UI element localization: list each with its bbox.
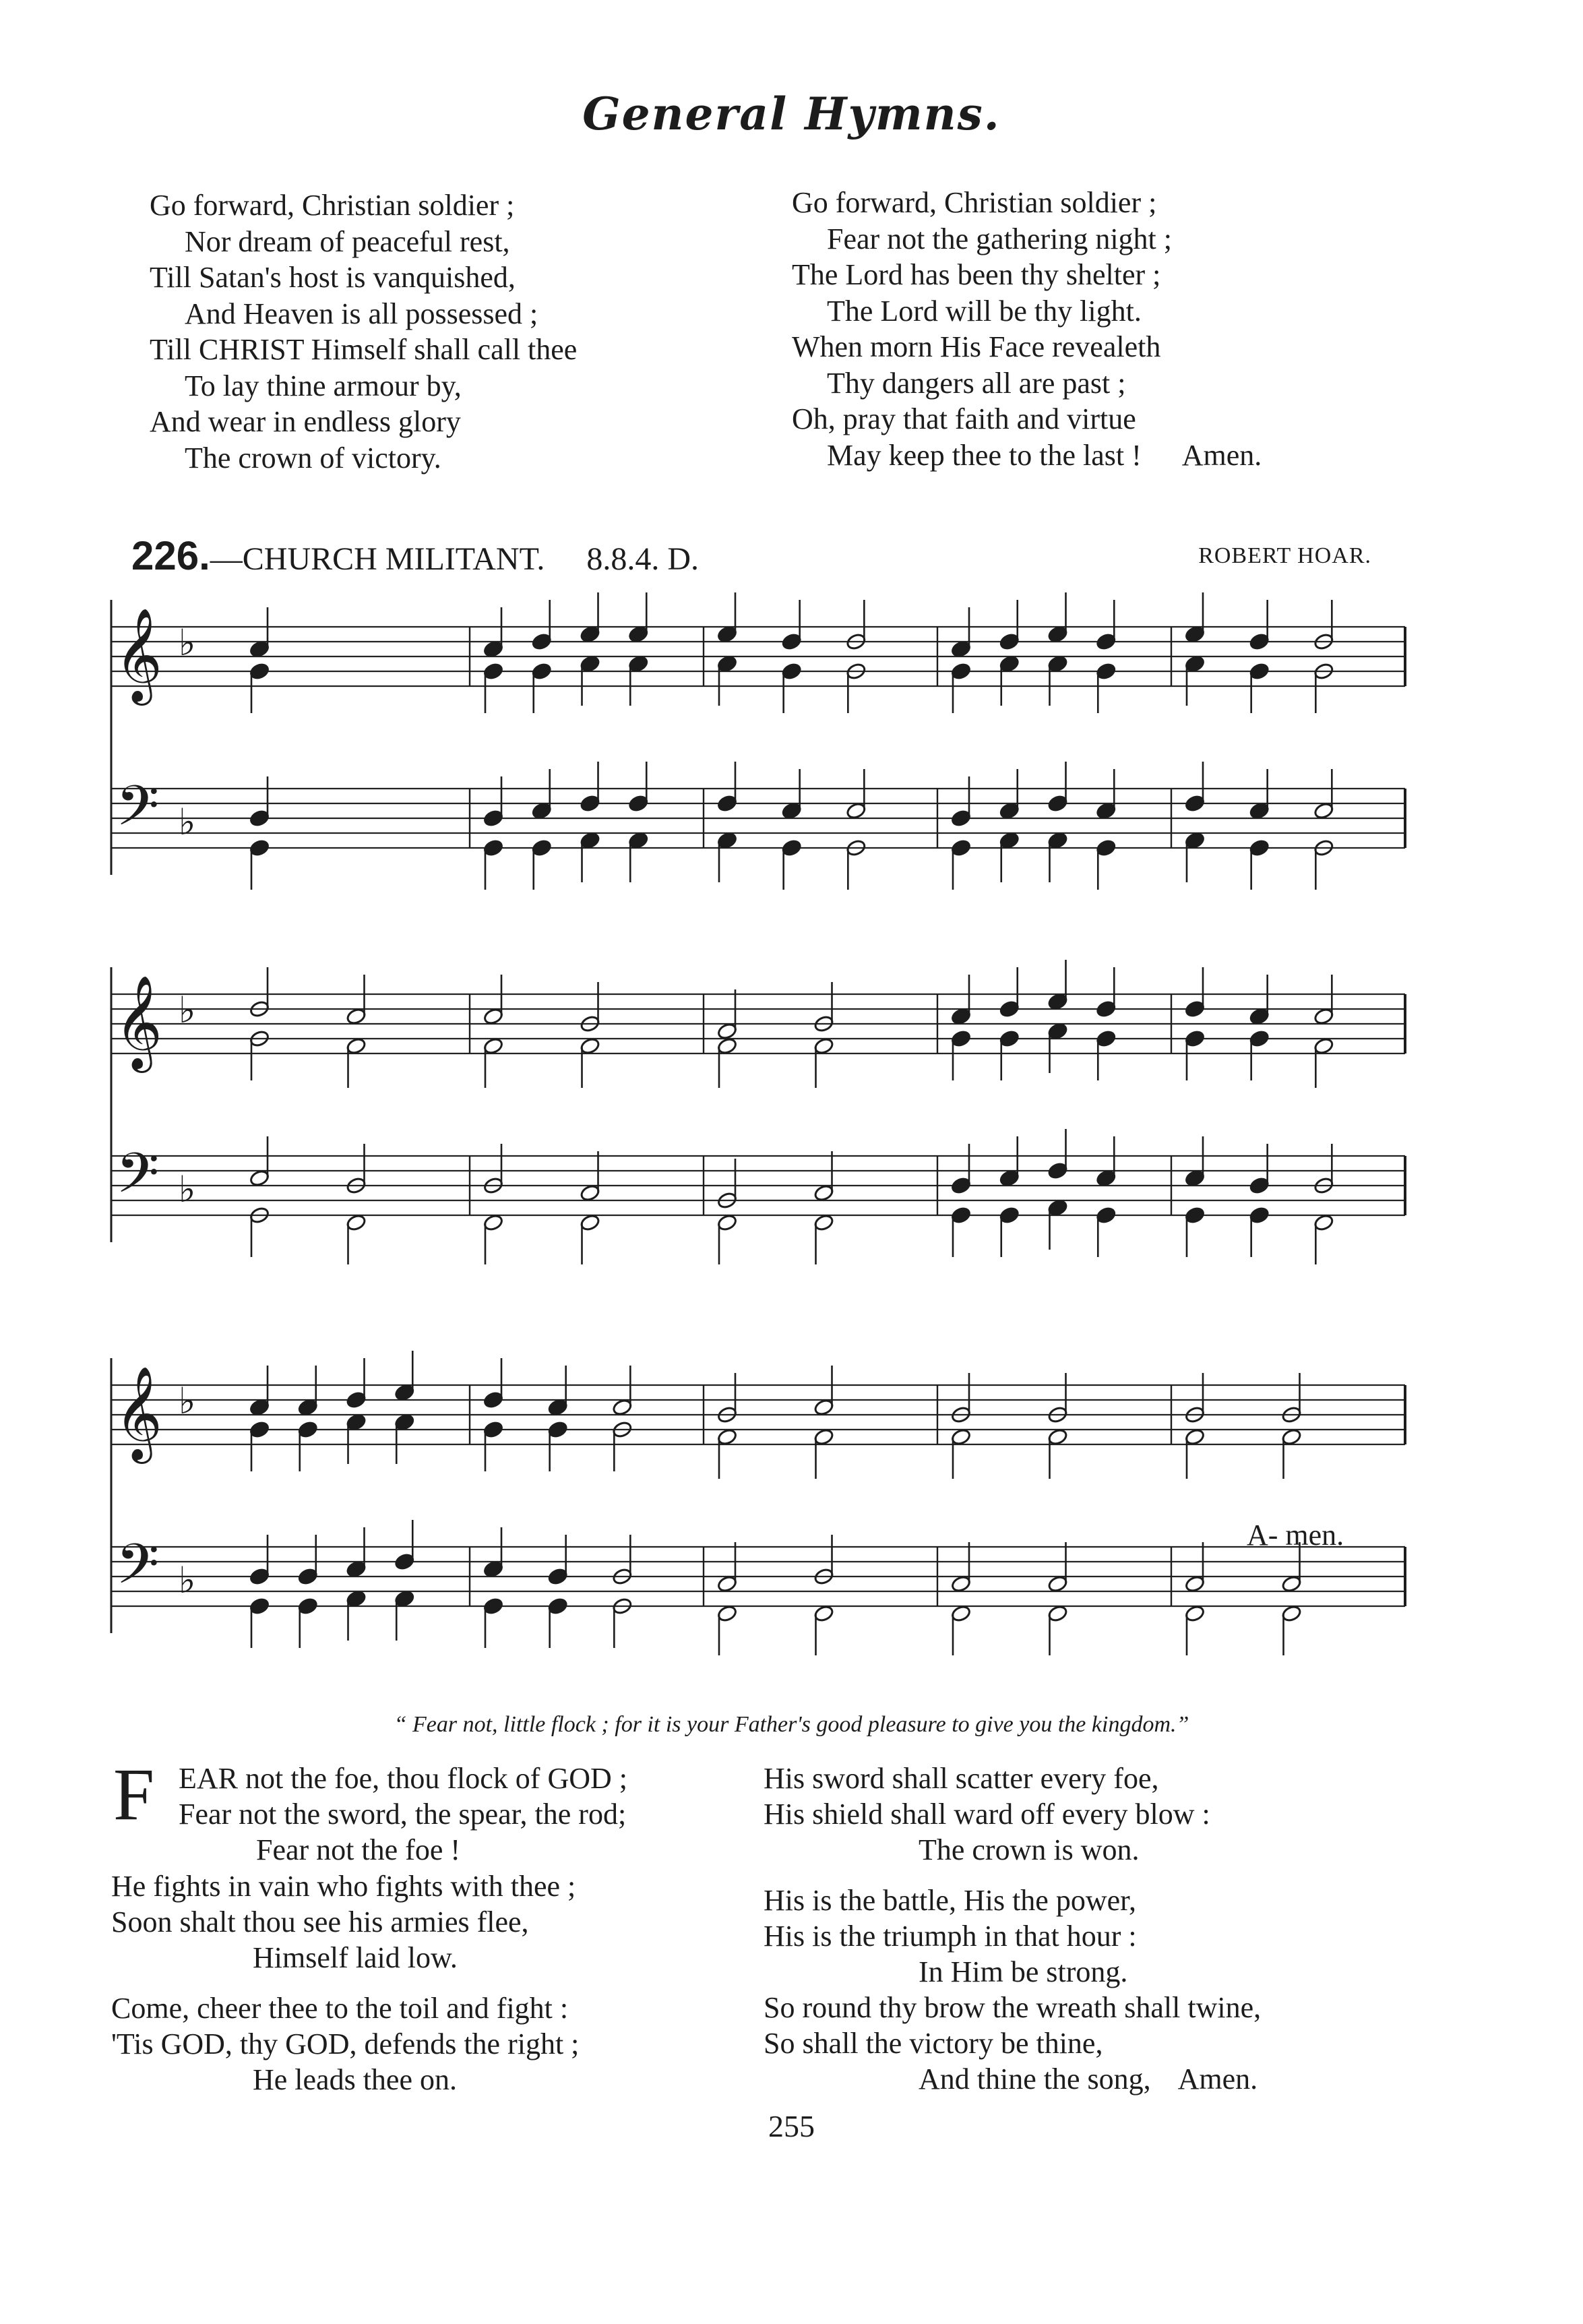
poem-top-right bbox=[792, 185, 1262, 473]
poem-bottom-left bbox=[179, 1761, 627, 1868]
bass-clef-icon: 𝄢 bbox=[116, 1531, 160, 1610]
poem-line: Soon shalt thou see his armies flee, bbox=[111, 1905, 529, 1938]
meter: 8.8.4. D. bbox=[586, 541, 700, 577]
poem-line: When morn His Face revealeth bbox=[792, 330, 1161, 363]
bass-clef-icon: 𝄢 bbox=[116, 773, 160, 852]
poem-line: In Him be strong. bbox=[919, 1955, 1128, 1988]
poem-line: The crown of victory. bbox=[185, 441, 441, 475]
running-title: General Hymns. bbox=[582, 88, 1001, 140]
poem-line: Till CHRIST Himself shall call thee bbox=[150, 333, 578, 366]
poem-line bbox=[792, 437, 1262, 474]
poem-line-text: May keep thee to the last ! bbox=[827, 438, 1142, 472]
poem-line: Till Satan's host is vanquished, bbox=[150, 261, 516, 294]
amen-lyric: A- men. bbox=[1247, 1519, 1344, 1552]
music-notation bbox=[101, 1345, 1415, 1695]
poem-line bbox=[764, 2061, 1261, 2097]
poem-line: Go forward, Christian soldier ; bbox=[150, 189, 515, 222]
composer: ROBERT HOAR. bbox=[1198, 543, 1371, 568]
poem-line: So round thy brow the wreath shall twine, bbox=[764, 1991, 1262, 2024]
poem-line: Himself laid low. bbox=[253, 1941, 458, 1974]
flat-icon: ♭ bbox=[179, 621, 196, 664]
flat-icon: ♭ bbox=[179, 1168, 196, 1211]
amen-text: Amen. bbox=[1177, 2062, 1258, 2096]
poem-line: 'Tis GOD, thy GOD, defends the right ; bbox=[111, 2027, 580, 2060]
poem-line: So shall the victory be thine, bbox=[764, 2027, 1103, 2060]
poem-line: And wear in endless glory bbox=[150, 405, 461, 438]
bass-clef-icon: 𝄢 bbox=[116, 1140, 160, 1219]
amen-text: Amen. bbox=[1181, 438, 1262, 472]
hymn-heading bbox=[131, 532, 1378, 579]
music-system-3 bbox=[101, 1345, 1415, 1695]
poem-line: His is the battle, His the power, bbox=[764, 1884, 1137, 1917]
poem-line-text: And thine the song, bbox=[919, 2062, 1151, 2096]
scripture-epigraph: “ Fear not, little flock ; for it is your Father's good pleasure to give you the kingdom.” bbox=[394, 1712, 1189, 1737]
poem-line: To lay thine armour by, bbox=[185, 369, 462, 402]
music-notation bbox=[101, 586, 1415, 937]
poem-line: Fear not the sword, the spear, the rod; bbox=[179, 1798, 627, 1831]
poem-line: Fear not the gathering night ; bbox=[827, 222, 1172, 255]
poem-line: The Lord has been thy shelter ; bbox=[792, 258, 1161, 291]
flat-icon: ♭ bbox=[179, 1380, 196, 1422]
treble-clef-icon: 𝄞 bbox=[115, 608, 162, 702]
hymn-number: 226. bbox=[131, 533, 210, 578]
drop-cap: F bbox=[113, 1753, 155, 1835]
music-system-2 bbox=[101, 954, 1415, 1304]
treble-clef-icon: 𝄞 bbox=[115, 1366, 162, 1460]
flat-icon: ♭ bbox=[179, 801, 196, 843]
poem-line: And Heaven is all possessed ; bbox=[185, 297, 538, 330]
poem-line: EAR not the foe, thou flock of GOD ; bbox=[179, 1762, 627, 1795]
page-number: 255 bbox=[768, 2109, 815, 2143]
music-notation bbox=[101, 954, 1415, 1304]
poem-top-left bbox=[150, 187, 577, 476]
poem-line: Oh, pray that faith and virtue bbox=[792, 402, 1136, 435]
poem-line: His shield shall ward off every blow : bbox=[764, 1798, 1210, 1831]
poem-line: His sword shall scatter every foe, bbox=[764, 1762, 1159, 1795]
treble-clef-icon: 𝄞 bbox=[115, 975, 162, 1069]
poem-line: Nor dream of peaceful rest, bbox=[185, 224, 510, 258]
poem-bottom-left-2 bbox=[111, 1868, 579, 2098]
poem-line: His is the triumph in that hour : bbox=[764, 1920, 1137, 1953]
poem-line: He fights in vain who fights with thee ; bbox=[111, 1870, 576, 1903]
tune-name: —CHURCH MILITANT. bbox=[210, 541, 545, 577]
poem-line: Go forward, Christian soldier ; bbox=[792, 186, 1157, 219]
poem-line: Thy dangers all are past ; bbox=[827, 366, 1126, 400]
music-system-1 bbox=[101, 586, 1415, 937]
poem-line: Fear not the foe ! bbox=[256, 1833, 460, 1866]
poem-bottom-right bbox=[764, 1761, 1261, 2097]
poem-line: The Lord will be thy light. bbox=[827, 294, 1142, 328]
flat-icon: ♭ bbox=[179, 989, 196, 1031]
poem-line: He leads thee on. bbox=[253, 2063, 457, 2096]
poem-line: The crown is won. bbox=[919, 1833, 1140, 1866]
flat-icon: ♭ bbox=[179, 1559, 196, 1601]
poem-line: Come, cheer thee to the toil and fight : bbox=[111, 1992, 569, 2025]
